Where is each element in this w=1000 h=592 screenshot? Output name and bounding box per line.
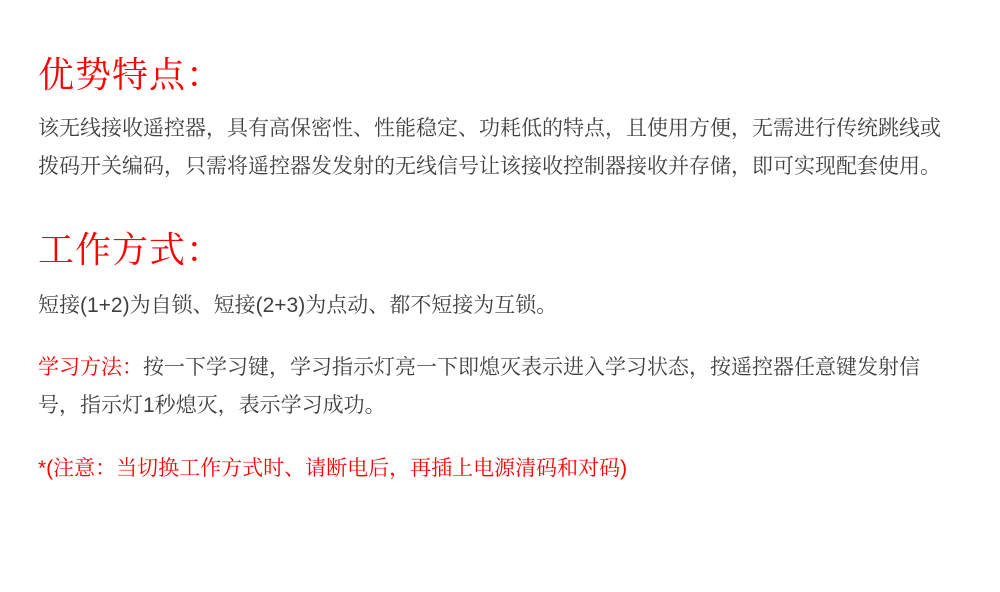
working-mode-heading: 工作方式： [38, 229, 224, 270]
advantages-paragraph: 该无线接收遥控器，具有高保密性、性能稳定、功耗低的特点，且使用方便，无需进行传统跳线或拨码开关编码，只需将遥控器发发射的无线信号让该接收控制器接收并存储，即可实现配套使用。 [38, 117, 941, 178]
advantages-heading: 优势特点： [38, 54, 224, 95]
learning-method-text: 按一下学习键，学习指示灯亮一下即熄灭表示进入学习状态，按遥控器任意键发射信号，指示灯1秒熄灭，表示学习成功。 [38, 356, 920, 417]
caution-note: *(注意：当切换工作方式时、请断电后，再插上电源清码和对码) [38, 457, 628, 480]
working-mode-paragraph: 短接(1+2)为自锁、短接(2+3)为点动、都不短接为互锁。 [38, 294, 558, 317]
content-area [0, 52, 1000, 488]
learning-method-label: 学习方法： [38, 356, 143, 379]
learning-method-paragraph [38, 349, 942, 425]
